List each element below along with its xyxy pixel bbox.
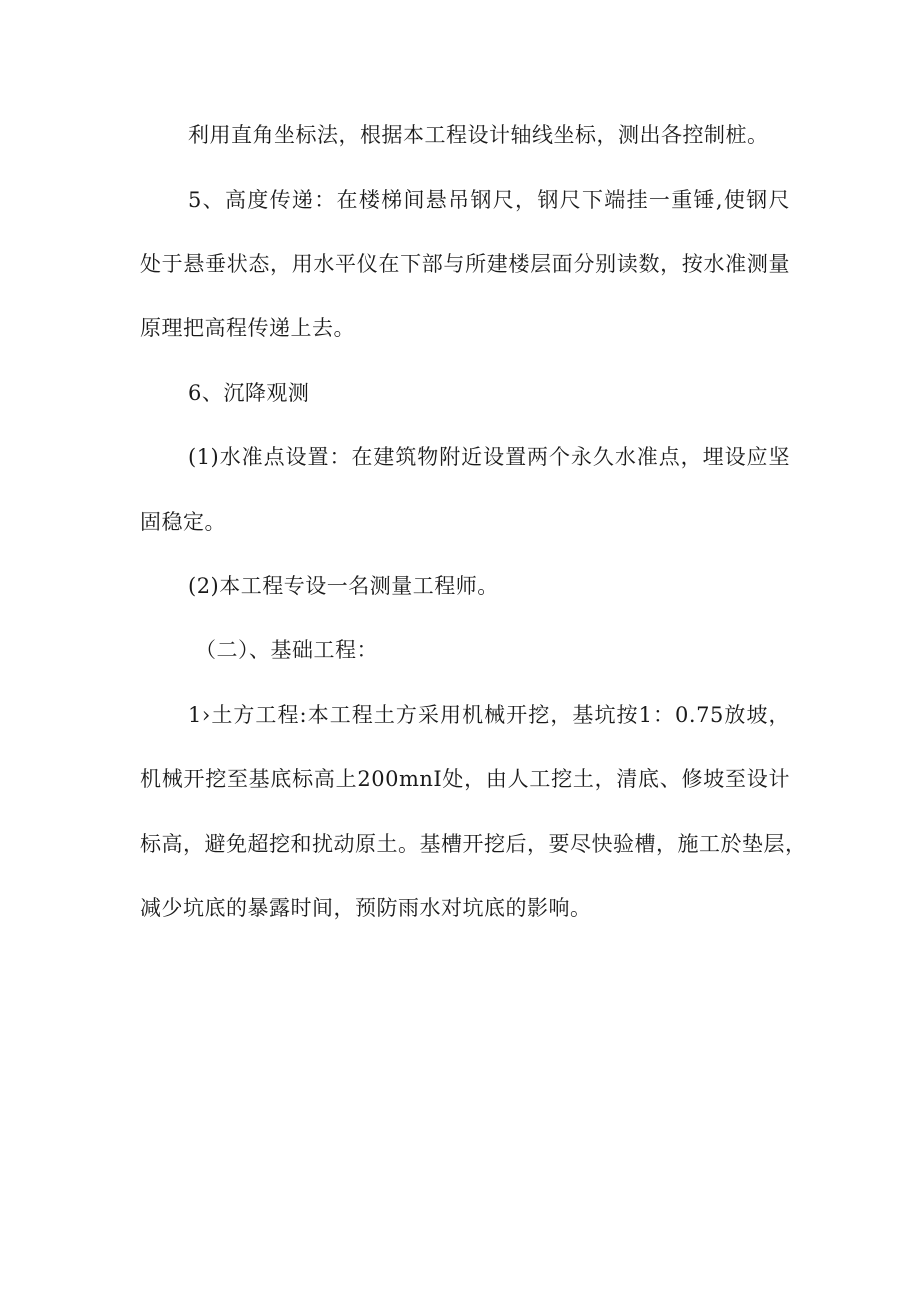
paragraph-line: 减少坑底的暴露时间，预防雨水对坑底的影响。 bbox=[140, 896, 592, 920]
paragraph-line: 处于悬垂状态，用水平仪在下部与所建楼层面分别读数，按水准测量 bbox=[140, 252, 790, 276]
section-heading: （二）、基础工程： bbox=[195, 638, 378, 662]
item-1-line: (1)水准点设置：在建筑物附近设置两个永久水准点，埋设应坚 bbox=[188, 445, 790, 469]
item-2-line: (2)本工程专设一名测量工程师。 bbox=[188, 574, 499, 598]
section-heading: 6、沉降观测 bbox=[188, 381, 310, 405]
paragraph-line: 标高，避免超挖和扰动原土。基槽开挖后，要尽快验槽，施工於垫层， bbox=[140, 832, 807, 856]
paragraph-line: 原理把高程传递上去。 bbox=[140, 316, 355, 340]
paragraph-line: 机械开挖至基底标高上200mnI处，由人工挖土，清底、修坡至设计 bbox=[140, 767, 790, 791]
paragraph-line: 利用直角坐标法，根据本工程设计轴线坐标，测出各控制桩。 bbox=[188, 123, 769, 147]
section-5-line: 5、高度传递：在楼梯间悬吊钢尺，钢尺下端挂一重锤,使钢尺 bbox=[188, 188, 790, 212]
item-earthwork-line: 1›土方工程:本工程土方采用机械开挖，基坑按1：0.75放坡， bbox=[188, 703, 790, 727]
paragraph-line: 固稳定。 bbox=[140, 510, 226, 534]
